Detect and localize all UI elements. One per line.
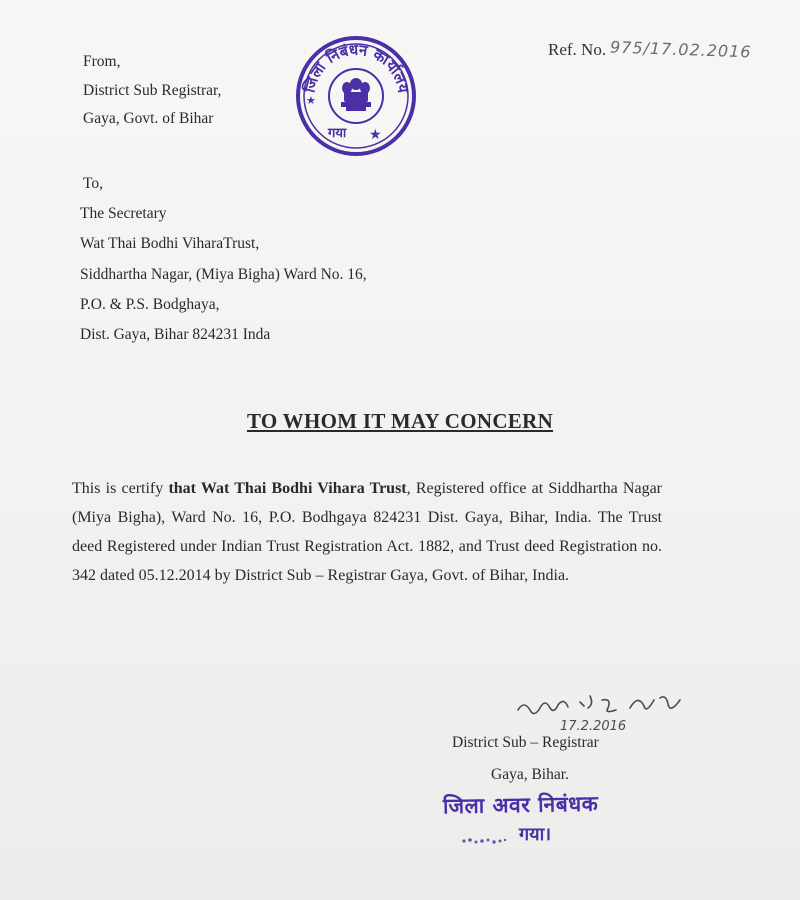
reference-number xyxy=(548,37,753,62)
sender-block xyxy=(83,48,221,134)
body-intro: This is certify xyxy=(72,480,169,497)
recipient-line: Wat Thai Bodhi ViharaTrust, xyxy=(80,235,260,253)
stamp-smudge-icon xyxy=(460,836,508,846)
ref-label: Ref. No. xyxy=(548,40,607,59)
signatory-place: Gaya, Bihar. xyxy=(491,766,569,783)
recipient-line: Siddhartha Nagar, (Miya Bigha) Ward No. 16, xyxy=(80,265,367,283)
recipient-line: Dist. Gaya, Bihar 824231 Inda xyxy=(80,326,271,344)
body-details: , Registered office at Siddhartha Nagar (Miya Bigha), Ward No. 16, P.O. Bodhgaya 824231 Dist. Gaya, Bihar, India. The Trust deed Registered under Indian Trust Registration Act. 1882, and Trust deed Registration no. 342 dated 05.12.2014 by District Sub – Registrar Gaya, Govt. of Bihar, India. xyxy=(72,480,662,584)
recipient-block xyxy=(80,169,367,350)
to-label: To, xyxy=(83,175,104,192)
body-trust-name: that Wat Thai Bodhi Vihara Trust xyxy=(168,480,407,497)
official-stamp-place: गया। xyxy=(519,824,552,845)
svg-text:★: ★ xyxy=(306,94,316,107)
seal-place-text: गया xyxy=(328,126,347,141)
certificate-body xyxy=(72,474,662,590)
sender-line: Gaya, Govt. of Bihar xyxy=(83,110,214,127)
signatory-title: District Sub – Registrar xyxy=(452,734,599,751)
office-seal-icon xyxy=(294,34,418,158)
official-stamp-title: जिला अवर निबंधक xyxy=(442,791,599,819)
seal-text: जिला निबंधन कार्यालय xyxy=(300,40,413,95)
recipient-line: P.O. & P.S. Bodghaya, xyxy=(80,295,220,313)
ref-handwritten-value: 975/17.02.2016 xyxy=(610,37,753,62)
svg-text:★: ★ xyxy=(369,127,382,143)
sender-line: District Sub Registrar, xyxy=(83,81,222,99)
recipient-line: The Secretary xyxy=(80,205,167,223)
handwritten-signature xyxy=(510,688,690,732)
letter-heading: TO WHOM IT MAY CONCERN xyxy=(246,409,554,433)
signature-date: 17.2.2016 xyxy=(560,719,627,732)
from-label: From, xyxy=(83,53,121,70)
